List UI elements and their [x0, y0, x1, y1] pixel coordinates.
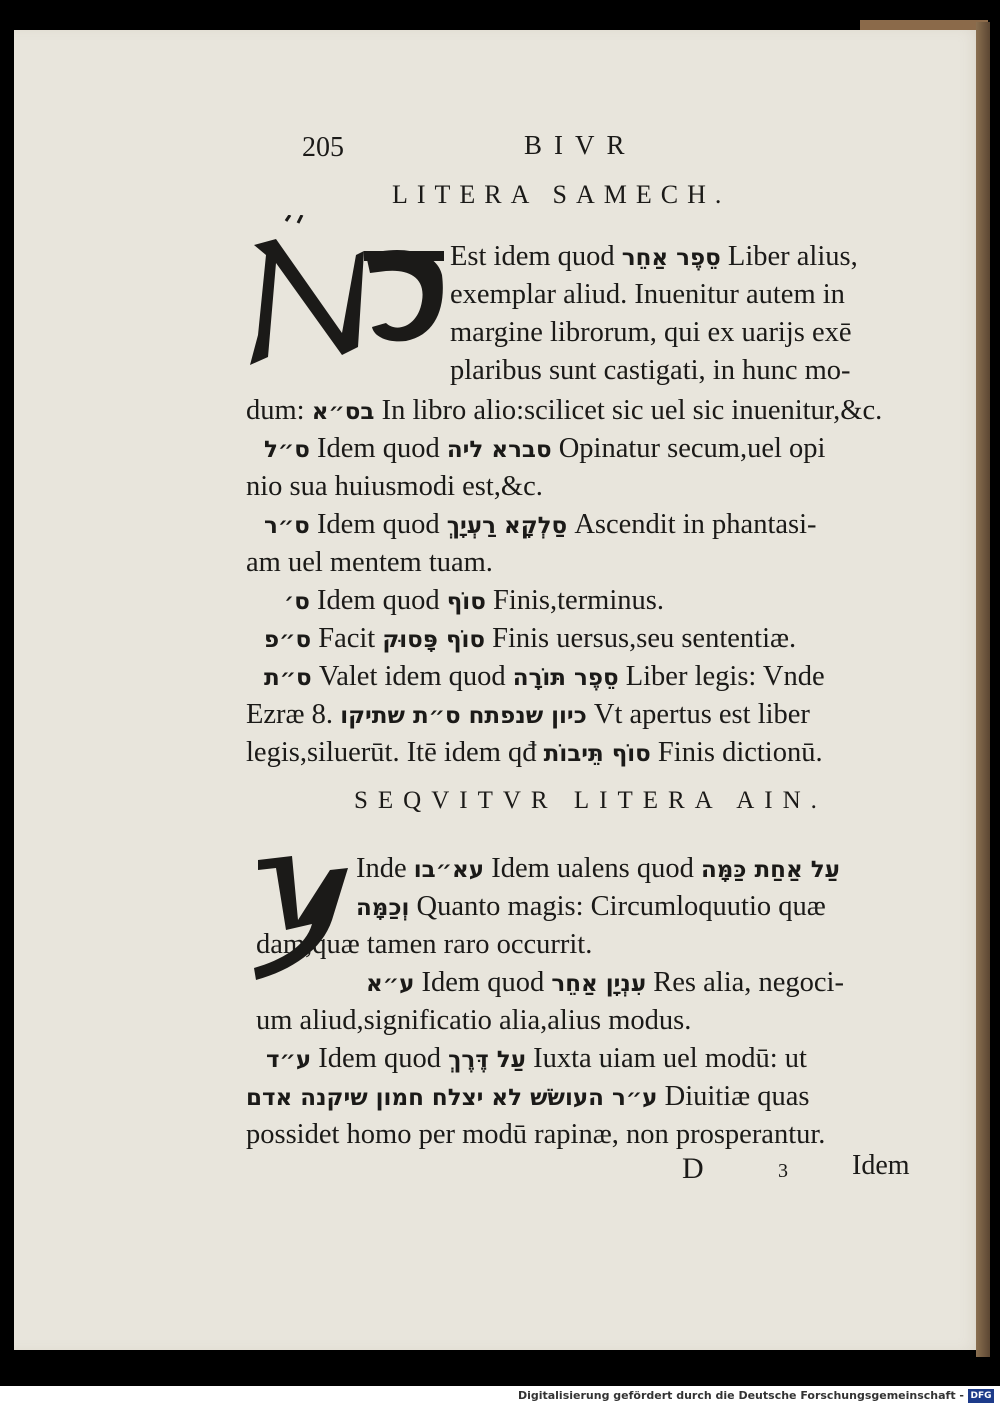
- latin-text: Vt apertus est liber: [586, 699, 810, 730]
- latin-text: legis,siluerūt. Itē idem qđ: [246, 737, 544, 768]
- ain-initial-icon: [252, 850, 352, 985]
- hebrew-text: ס״ר: [264, 513, 310, 539]
- hebrew-text: ס׳: [284, 589, 310, 615]
- latin-text: Iuxta uiam uel modū: ut: [525, 1043, 807, 1074]
- signature-number: 3: [778, 1160, 788, 1182]
- samech-line: [246, 468, 543, 506]
- samech-line: [450, 276, 845, 314]
- page-number: 205: [302, 132, 344, 163]
- latin-text: Opinatur secum,uel opi: [551, 433, 826, 464]
- latin-text: Res alia, negoci-: [646, 967, 844, 998]
- latin-text: Idem ualens quod: [484, 853, 701, 884]
- ain-line: [266, 1040, 807, 1079]
- latin-text: possidet homo per modū rapinæ, non prosperantur.: [246, 1119, 826, 1150]
- latin-text: plaribus sunt castigati, in hunc mo-: [450, 355, 851, 386]
- samech-line: [246, 392, 882, 431]
- ain-line: [366, 964, 844, 1003]
- latin-text: Idem quod: [311, 1043, 449, 1074]
- hebrew-text: עַל אַחַת כַּמָּה: [700, 857, 840, 883]
- latin-text: nio sua huiusmodi est,&c.: [246, 471, 543, 502]
- latin-text: Quanto magis: Circumloquutio quæ: [409, 891, 826, 922]
- hebrew-text: סוֹף: [446, 589, 486, 615]
- ain-line: [256, 1002, 691, 1040]
- samech-line: [264, 506, 817, 545]
- samech-line: [246, 544, 493, 582]
- section-heading: LITERA SAMECH.: [392, 180, 731, 209]
- latin-text: Liber legis: Vnde: [618, 661, 825, 692]
- ain-line: [256, 926, 592, 964]
- samech-line: [450, 314, 852, 352]
- hebrew-text: ס״ל: [264, 437, 310, 463]
- samech-initial-icon: [246, 215, 446, 375]
- latin-text: Finis,terminus.: [485, 585, 664, 616]
- hebrew-text: ע״ד: [266, 1047, 312, 1073]
- dfg-logo-icon: DFG: [968, 1389, 994, 1403]
- ain-line: [356, 850, 840, 889]
- latin-text: Ezræ 8.: [246, 699, 341, 730]
- latin-text: margine librorum, qui ex uarijs exē: [450, 317, 852, 348]
- hebrew-text: סַלְקָא רַעְיָךְ: [446, 513, 568, 539]
- latin-text: Idem quod: [309, 509, 447, 540]
- latin-text: Liber alius,: [720, 241, 858, 272]
- ain-line: [356, 888, 826, 927]
- latin-text: Valet idem quod: [311, 661, 513, 692]
- hebrew-text: בס״א: [311, 399, 375, 425]
- samech-line: [264, 658, 825, 697]
- hebrew-text: ע״ר העושׂשׁ לא יצלח חמון שיקנה אדם: [246, 1085, 658, 1111]
- hebrew-text: ס״ת: [264, 665, 312, 691]
- page-header: [14, 130, 988, 170]
- latin-text: Inde: [356, 853, 414, 884]
- latin-text: um aliud,significatio alia,alius modus.: [256, 1005, 692, 1036]
- latin-text: Ascendit in phantasi-: [567, 509, 817, 540]
- hebrew-text: סברא ליה: [446, 437, 552, 463]
- samech-line: [264, 620, 796, 659]
- latin-text: am uel mentem tuam.: [246, 547, 493, 578]
- latin-text: Finis dictionū.: [650, 737, 823, 768]
- signature-letter: D: [682, 1152, 704, 1185]
- samech-line: [246, 734, 823, 773]
- hebrew-text: סֵפֶר אַחֵר: [621, 245, 721, 271]
- latin-text: Facit: [311, 623, 383, 654]
- hebrew-text: ע״א: [366, 971, 415, 997]
- latin-text: dum:: [246, 395, 312, 426]
- samech-line: [246, 696, 810, 735]
- latin-text: Finis uersus,seu sententiæ.: [485, 623, 797, 654]
- latin-text: Idem quod: [414, 967, 552, 998]
- hebrew-text: סוֹף פָּסוּק: [382, 627, 485, 653]
- hebrew-text: עִנְיָן אַחֵר: [551, 971, 647, 997]
- samech-line: [284, 582, 664, 621]
- hebrew-text: סֵפֶר תּוֹרָה: [512, 665, 619, 691]
- latin-text: Idem quod: [309, 585, 447, 616]
- footer-bar: [0, 1386, 1000, 1407]
- running-title: BIVR: [524, 130, 637, 160]
- section-heading-ain: SEQVITVR LITERA AIN.: [354, 787, 827, 814]
- hebrew-text: כיון שנפתח ס״ת שתיקו: [340, 703, 587, 729]
- hebrew-text: וְכַמָּה: [356, 895, 410, 921]
- latin-text: In libro alio:scilicet sic uel sic inuenitur,&c.: [374, 395, 883, 426]
- latin-text: Idem quod: [309, 433, 447, 464]
- hebrew-text: ס״פ: [264, 627, 312, 653]
- hebrew-text: סוֹף תֵּיבוֹת: [543, 741, 651, 767]
- book-page: [14, 30, 988, 1350]
- ain-line: [246, 1116, 825, 1154]
- footer-credit: Digitalisierung gefördert durch die Deutsche Forschungsgemeinschaft -: [517, 1389, 964, 1402]
- catchword: Idem: [852, 1150, 910, 1181]
- samech-line: [264, 430, 825, 469]
- samech-line: [450, 238, 858, 277]
- latin-text: Diuitiæ quas: [657, 1081, 810, 1112]
- hebrew-text: עא״בו: [413, 857, 485, 883]
- samech-line: [450, 352, 851, 390]
- hebrew-text: עַל דֶּרֶךְ: [448, 1047, 526, 1073]
- latin-text: dam,quæ tamen raro occurrit.: [256, 929, 593, 960]
- ain-line: [246, 1078, 810, 1117]
- latin-text: exemplar aliud. Inuenitur autem in: [450, 279, 845, 310]
- latin-text: Est idem quod: [450, 241, 622, 272]
- page-edge: [976, 22, 990, 1357]
